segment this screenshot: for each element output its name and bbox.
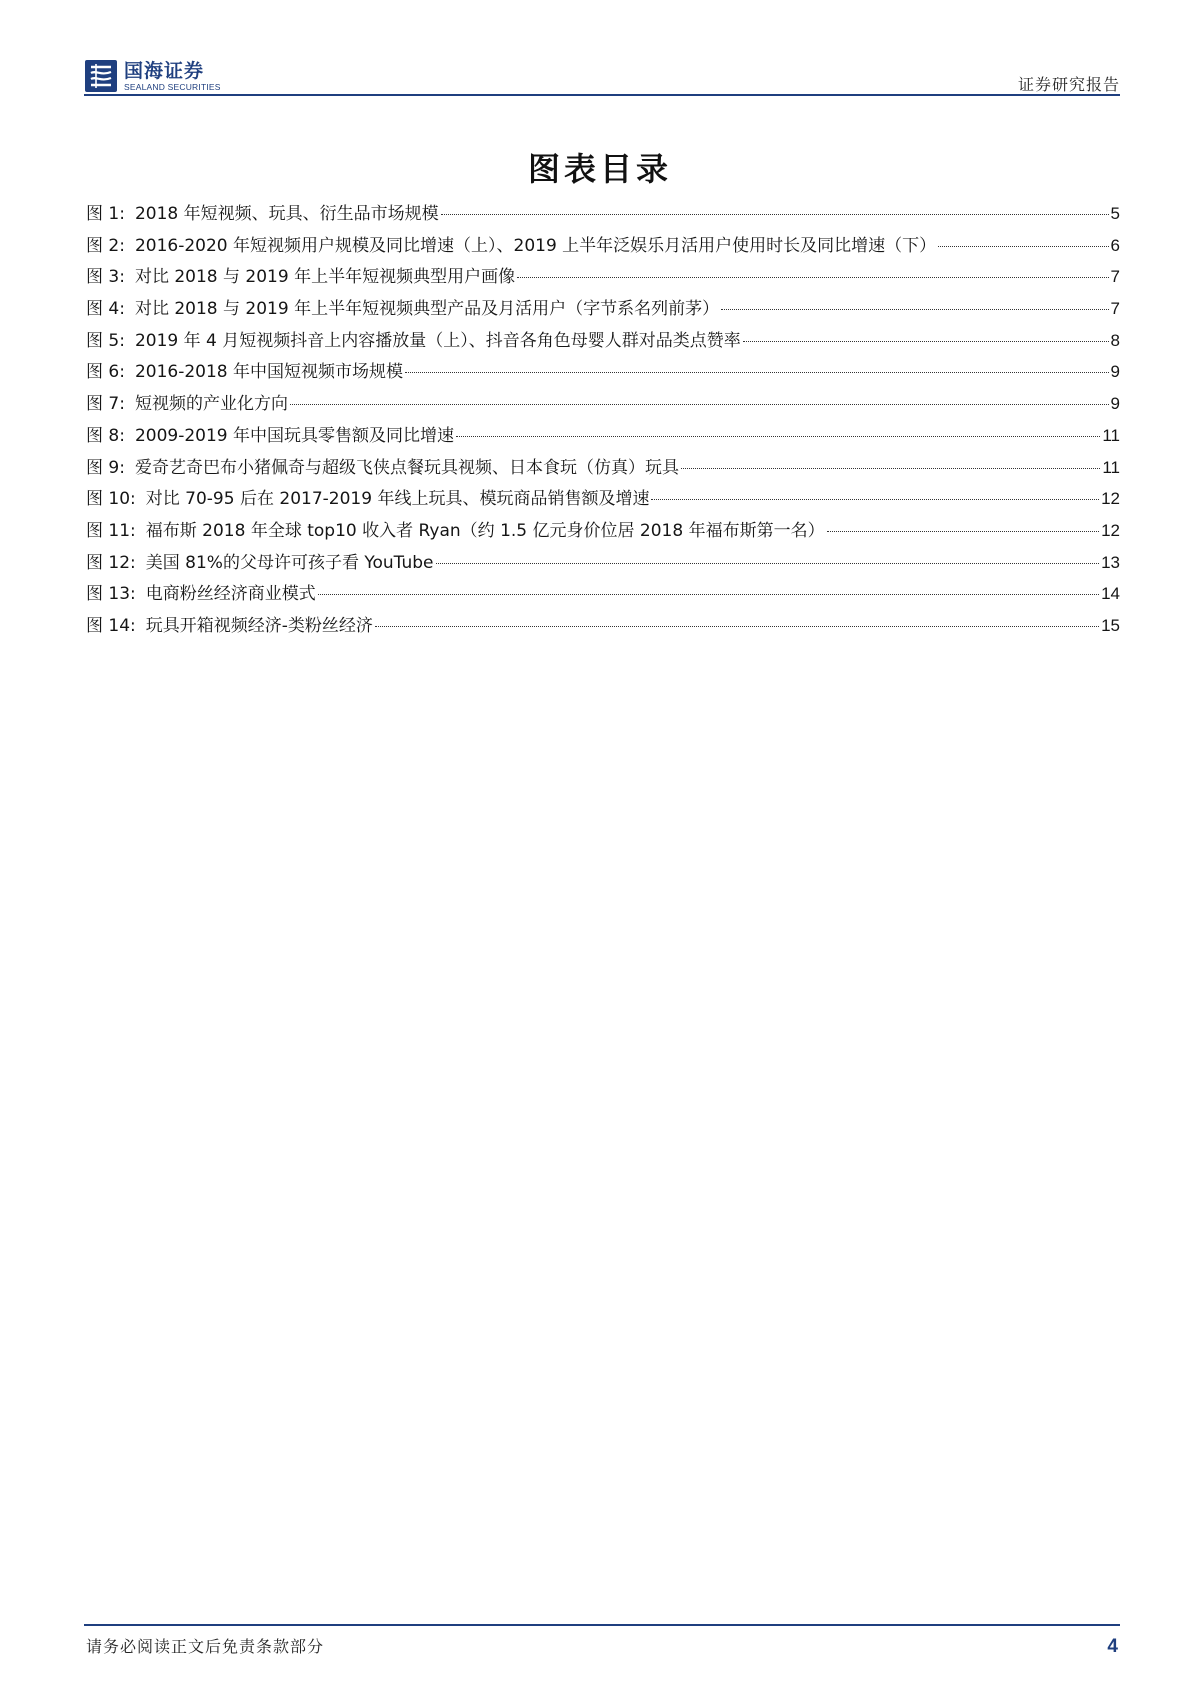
toc-figure-title: 短视频的产业化方向 (134, 394, 288, 415)
toc-dot-leader (436, 563, 1100, 564)
toc-figure-label: 图 9: (86, 457, 125, 478)
toc-figure-title: 对比 70-95 后在 2017-2019 年线上玩具、模玩商品销售额及增速 (145, 489, 650, 510)
toc-page-number: 15 (1101, 615, 1120, 635)
toc-dot-leader (743, 341, 1109, 342)
page-title: 图表目录 (527, 150, 672, 188)
toc-entry[interactable] (86, 611, 1120, 643)
toc-page-number: 7 (1110, 267, 1120, 287)
toc-entry[interactable] (86, 484, 1120, 516)
toc-figure-title: 对比 2018 与 2019 年上半年短视频典型产品及月活用户（字节系名列前茅） (134, 299, 720, 320)
toc-figure-title: 2016-2018 年中国短视频市场规模 (134, 362, 404, 383)
toc-figure-label: 图 10: (86, 489, 136, 510)
toc-figure-title: 2016-2020 年短视频用户规模及同比增速（上）、2019 上半年泛娱乐月活用户使用时长及同比增速（下） (134, 235, 937, 256)
toc-figure-label: 图 8: (86, 425, 125, 446)
toc-entry[interactable] (86, 516, 1120, 548)
toc-entry[interactable] (86, 453, 1120, 485)
toc-dot-leader (375, 626, 1099, 627)
toc-dot-leader (721, 309, 1108, 310)
toc-figure-label: 图 11: (86, 520, 136, 541)
toc-figure-title: 电商粉丝经济商业模式 (145, 584, 316, 605)
toc-page-number: 12 (1101, 520, 1120, 540)
toc-figure-title: 2009-2019 年中国玩具零售额及同比增速 (134, 425, 455, 446)
page-number: 4 (1107, 1636, 1118, 1657)
toc-figure-label: 图 6: (86, 362, 125, 383)
toc-figure-title: 爱奇艺奇巴布小猪佩奇与超级飞侠点餐玩具视频、日本食玩（仿真）玩具 (134, 457, 679, 478)
toc-figure-label: 图 4: (86, 299, 125, 320)
toc-dot-leader (651, 499, 1099, 500)
toc-figure-title: 福布斯 2018 年全球 top10 收入者 Ryan（约 1.5 亿元身价位居 2018 年福布斯第一名） (145, 520, 825, 541)
toc-dot-leader (938, 246, 1108, 247)
toc-figure-label: 图 13: (86, 584, 136, 605)
toc-entry[interactable] (86, 326, 1120, 358)
toc-entry[interactable] (86, 262, 1120, 294)
toc-figure-title: 对比 2018 与 2019 年上半年短视频典型用户画像 (134, 267, 516, 288)
toc-dot-leader (290, 404, 1109, 405)
report-type-label: 证券研究报告 (1017, 75, 1120, 94)
toc-figure-label: 图 3: (86, 267, 125, 288)
toc-figure-label: 图 7: (86, 394, 125, 415)
toc-entry[interactable] (86, 389, 1120, 421)
toc-entry[interactable] (86, 548, 1120, 580)
toc-figure-title: 2018 年短视频、玩具、衍生品市场规模 (134, 204, 439, 224)
figure-table-of-contents (86, 199, 1120, 643)
toc-page-number: 9 (1110, 394, 1120, 414)
toc-figure-label: 图 12: (86, 552, 136, 573)
toc-page-number: 11 (1102, 425, 1120, 445)
toc-dot-leader (517, 277, 1108, 278)
toc-entry[interactable] (86, 421, 1120, 453)
toc-page-number: 11 (1102, 457, 1120, 477)
toc-entry[interactable] (86, 579, 1120, 611)
toc-dot-leader (405, 372, 1109, 373)
toc-entry[interactable] (86, 294, 1120, 326)
toc-entry[interactable] (86, 199, 1120, 231)
toc-dot-leader (441, 214, 1109, 215)
toc-page-number: 6 (1110, 235, 1120, 255)
logo-chinese-name: 国海证券 (124, 59, 205, 82)
sealand-logo-icon (84, 58, 118, 94)
toc-page-number: 9 (1110, 362, 1120, 382)
header-divider (84, 94, 1120, 96)
toc-entry[interactable] (86, 357, 1120, 389)
toc-page-number: 7 (1110, 299, 1120, 319)
toc-figure-title: 玩具开箱视频经济-类粉丝经济 (145, 615, 373, 636)
toc-figure-label: 图 1: (86, 204, 125, 224)
toc-figure-label: 图 14: (86, 615, 136, 636)
toc-page-number: 13 (1101, 552, 1120, 572)
toc-dot-leader (318, 594, 1099, 595)
logo-english-name: SEALAND SECURITIES (124, 81, 221, 92)
toc-figure-label: 图 2: (86, 235, 125, 256)
toc-dot-leader (827, 531, 1099, 532)
toc-entry[interactable] (86, 231, 1120, 263)
toc-page-number: 5 (1110, 204, 1120, 223)
toc-page-number: 14 (1101, 584, 1120, 604)
toc-figure-title: 2019 年 4 月短视频抖音上内容播放量（上）、抖音各角色母婴人群对品类点赞率 (134, 330, 741, 351)
toc-figure-title: 美国 81%的父母许可孩子看 YouTube (145, 552, 434, 573)
toc-dot-leader (456, 436, 1100, 437)
page-header (84, 44, 1120, 96)
company-logo (84, 56, 221, 96)
toc-page-number: 12 (1101, 489, 1120, 509)
toc-figure-label: 图 5: (86, 330, 125, 351)
toc-dot-leader (681, 468, 1100, 469)
footer-divider (84, 1624, 1120, 1626)
footer-disclaimer: 请务必阅读正文后免责条款部分 (86, 1637, 325, 1656)
toc-page-number: 8 (1110, 330, 1120, 350)
